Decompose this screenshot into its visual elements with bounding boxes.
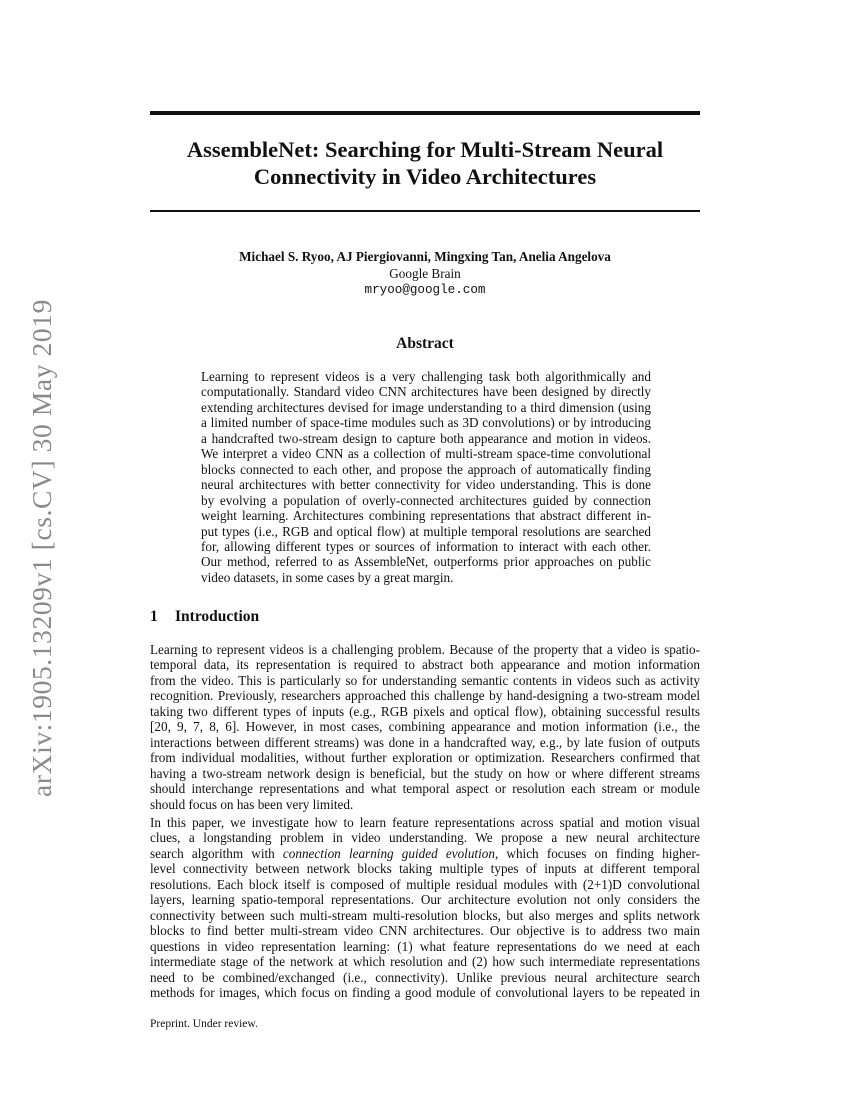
paragraph-line: clues, a longstanding problem in video understanding. We propose a new neural architecture bbox=[150, 830, 700, 846]
paper-title bbox=[150, 136, 700, 190]
abstract-line: put types (i.e., RGB and optical flow) at multiple temporal resolutions are searched bbox=[201, 523, 651, 539]
title-line: AssembleNet: Searching for Multi-Stream Neural bbox=[186, 137, 664, 162]
emphasized-term: connection learning guided evolution bbox=[282, 845, 495, 861]
author-block bbox=[150, 249, 700, 299]
abstract-body bbox=[201, 369, 651, 585]
abstract-heading: Abstract bbox=[396, 335, 454, 352]
paragraph-line: Learning to represent videos is a challenging problem. Because of the property that a video is spatio- bbox=[150, 642, 700, 657]
paragraph-line: taking two different types of inputs (e.g., RGB pixels and optical flow), obtaining successful results bbox=[150, 703, 700, 719]
abstract-line: a handcrafted two-stream design to capture both appearance and motion in videos. bbox=[201, 430, 651, 446]
paragraph-line: connectivity between such multi-stream multi-resolution blocks, but also merges and splits network bbox=[150, 907, 700, 923]
text-span: , which focuses on finding higher- bbox=[494, 845, 700, 861]
paragraph-line: should focus on has been very limited. bbox=[150, 796, 354, 812]
section-title: Introduction bbox=[175, 608, 260, 625]
section-heading-introduction bbox=[150, 608, 700, 626]
paragraph-line: resolutions. Each block itself is composed of multiple residual modules with (2+1)D convolutional bbox=[150, 876, 700, 892]
intro-paragraph-1 bbox=[150, 642, 700, 812]
abstract-line: video datasets, in some cases by a great margin. bbox=[201, 569, 454, 585]
text-span: search algorithm with bbox=[150, 845, 283, 861]
paragraph-line: In this paper, we investigate how to learn feature representations across spatial and motion visual bbox=[150, 815, 700, 830]
author-names: Michael S. Ryoo, AJ Piergiovanni, Mingxing Tan, Anelia Angelova bbox=[239, 249, 611, 264]
paragraph-line-with-emphasis bbox=[150, 846, 700, 861]
paragraph-line: intermediate stage of the network at which resolution and (2) how such intermediate representations bbox=[150, 954, 700, 970]
title-bottom-rule bbox=[150, 210, 700, 212]
paragraph-line: interactions between different streams) was done in a handcrafted way, e.g., by late fusion of outputs bbox=[150, 734, 700, 750]
abstract-line: blocks connected to each other, and propose the approach of automatically finding bbox=[201, 461, 651, 477]
title-top-rule bbox=[150, 111, 700, 115]
paragraph-line: layers, learning spatio-temporal representations. Our architecture evolution not only considers the bbox=[150, 892, 700, 908]
intro-paragraph-2 bbox=[150, 815, 700, 1000]
paragraph-line: from individual modalities, without further exploration or optimization. Researchers confirmed that bbox=[150, 750, 700, 766]
paragraph-line: having a two-stream network design is beneficial, but the study on how or where different streams bbox=[150, 765, 700, 781]
paragraph-line: blocks to find better multi-stream video CNN architectures. Our objective is to address two main bbox=[150, 923, 700, 939]
abstract-line: Learning to represent videos is a very challenging task both algorithmically and bbox=[201, 369, 651, 384]
abstract-line: a limited number of space-time modules such as 3D convolutions) or by introducing bbox=[201, 415, 651, 431]
author-email: mryoo@google.com bbox=[364, 283, 486, 297]
paragraph-line: level connectivity between network blocks taking multiple types of inputs at different temporal bbox=[150, 861, 700, 877]
paragraph-line: need to be combined/exchanged (i.e., connectivity). Unlike previous neural architecture search bbox=[150, 969, 700, 985]
abstract-line: weight learning. Architectures combining representations that abstract different in- bbox=[201, 508, 651, 524]
abstract-line: We interpret a video CNN as a collection of multi-stream space-time convolutional bbox=[201, 446, 651, 462]
arxiv-sidebar-stamp: arXiv:1905.13209v1 [cs.CV] 30 May 2019 bbox=[26, 299, 57, 797]
paragraph-line: recognition. Previously, researchers approached this challenge by hand-designing a two-stream model bbox=[150, 688, 700, 704]
title-line: Connectivity in Video Architectures bbox=[253, 164, 597, 189]
author-affiliation: Google Brain bbox=[389, 265, 461, 281]
section-number: 1 bbox=[150, 608, 158, 625]
paragraph-line: methods for images, which focus on finding a good module of convolutional layers to be repeated in bbox=[150, 984, 700, 1000]
paragraph-line: questions in video representation learning: (1) what feature representations do we need at each bbox=[150, 938, 700, 954]
paragraph-line: temporal data, its representation is required to abstract both appearance and motion information bbox=[150, 657, 700, 673]
abstract-line: neural architectures with better connectivity for video understanding. This is done bbox=[201, 477, 651, 493]
abstract-line: computationally. Standard video CNN architectures have been designed by directly bbox=[201, 384, 651, 400]
abstract-line: for, allowing different types or sources of information to interact with each other. bbox=[201, 538, 651, 554]
paragraph-line: should interchange representations and what temporal aspect or resolution each stream or module bbox=[150, 781, 700, 797]
paragraph-line: from the video. This is particularly so for understanding semantic contents in videos such as activity bbox=[150, 672, 700, 688]
paragraph-line: [20, 9, 7, 8, 6]. However, in most cases, combining appearance and motion information (i.e., the bbox=[150, 719, 700, 735]
preprint-footer: Preprint. Under review. bbox=[150, 1018, 258, 1030]
abstract-line: Our method, referred to as AssembleNet, outperforms prior approaches on public bbox=[201, 554, 651, 570]
abstract-line: extending architectures devised for image understanding to a third dimension (using bbox=[201, 399, 651, 415]
abstract-line: by evolving a population of overly-connected architectures guided by connection bbox=[201, 492, 651, 508]
